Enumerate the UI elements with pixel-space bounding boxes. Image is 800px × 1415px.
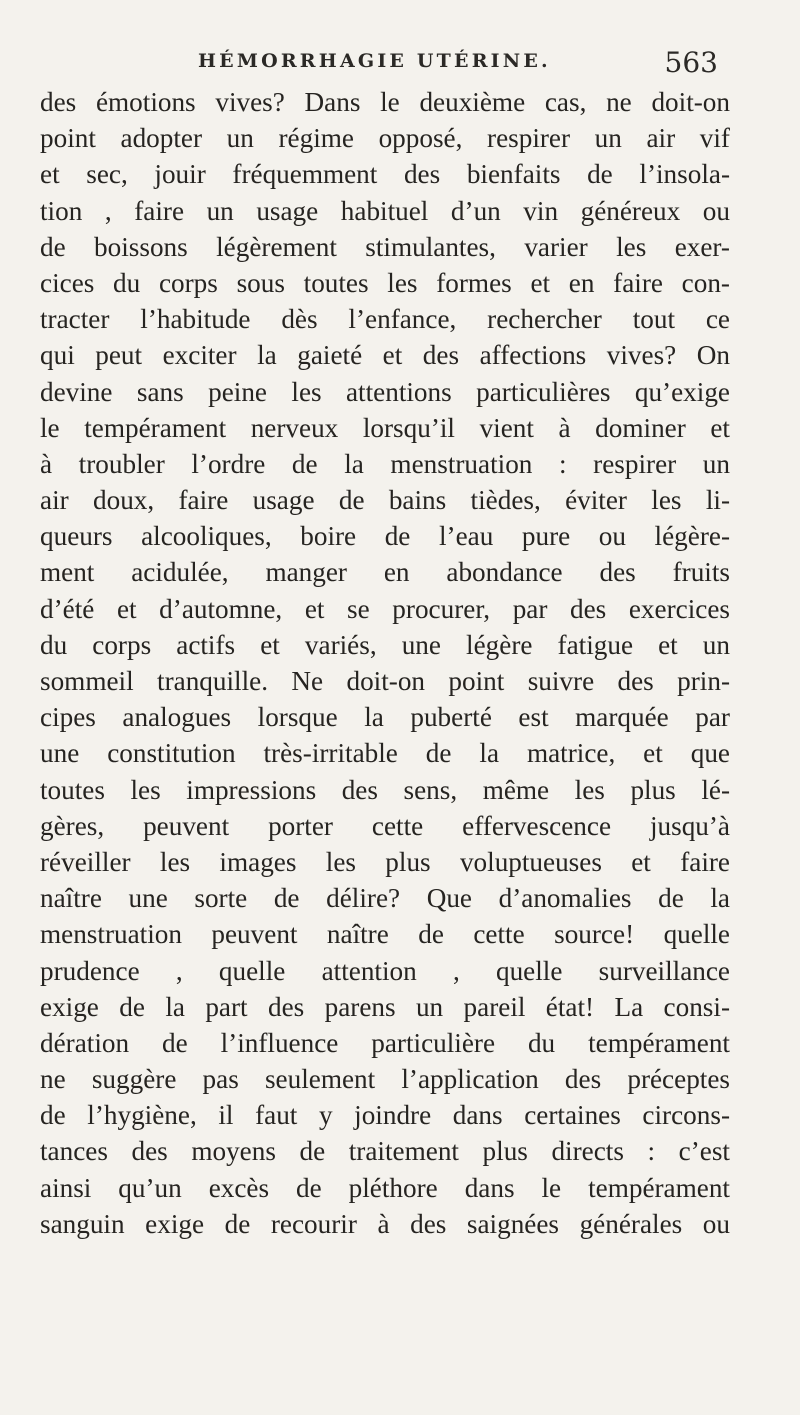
text-line: cices du corps sous toutes les formes et en faire con- bbox=[40, 267, 730, 298]
text-line: de boissons légèrement stimulantes, varier les exer- bbox=[40, 231, 730, 262]
text-line: dération de l’influence particulière du tempérament bbox=[40, 1027, 730, 1058]
text-line: du corps actifs et variés, une légère fatigue et un bbox=[40, 629, 730, 660]
text-line: gères, peuvent porter cette effervescence jusqu’à bbox=[40, 810, 730, 841]
text-line: prudence , quelle attention , quelle surveillance bbox=[40, 955, 730, 986]
page-header bbox=[198, 46, 718, 86]
text-line: ne suggère pas seulement l’application des préceptes bbox=[40, 1064, 730, 1095]
text-line: une constitution très-irritable de la matrice, et que bbox=[40, 738, 730, 769]
text-line: exige de la part des parens un pareil état! La consi- bbox=[40, 991, 730, 1022]
text-line: ainsi qu’un excès de pléthore dans le tempérament bbox=[40, 1172, 730, 1203]
text-line: tion , faire un usage habituel d’un vin généreux ou bbox=[40, 195, 730, 226]
text-line: qui peut exciter la gaieté et des affections vives? On bbox=[40, 340, 730, 371]
text-line: et sec, jouir fréquemment des bienfaits de l’insola- bbox=[40, 159, 730, 190]
text-line: tances des moyens de traitement plus directs : c’est bbox=[40, 1136, 730, 1167]
text-line: le tempérament nerveux lorsqu’il vient à dominer et bbox=[40, 412, 730, 443]
text-line: menstruation peuvent naître de cette source! quelle bbox=[40, 919, 730, 950]
text-line: sommeil tranquille. Ne doit-on point suivre des prin- bbox=[40, 666, 730, 696]
page-number: 563 bbox=[664, 46, 718, 79]
text-line: air doux, faire usage de bains tièdes, éviter les li- bbox=[40, 485, 730, 516]
text-line: queurs alcooliques, boire de l’eau pure ou légère- bbox=[40, 521, 730, 552]
body-text bbox=[40, 84, 730, 1242]
text-line: toutes les impressions des sens, même les plus lé- bbox=[40, 774, 730, 805]
text-line: ment acidulée, manger en abondance des fruits bbox=[40, 557, 730, 588]
text-line: sanguin exige de recourir à des saignées générales ou bbox=[40, 1208, 730, 1239]
text-line: de l’hygiène, il faut y joindre dans certaines circons- bbox=[40, 1100, 730, 1131]
text-line: réveiller les images les plus voluptueuses et faire bbox=[40, 846, 730, 877]
text-line: naître une sorte de délire? Que d’anomalies de la bbox=[40, 883, 730, 914]
text-line: cipes analogues lorsque la puberté est marquée par bbox=[40, 702, 730, 733]
text-line: à troubler l’ordre de la menstruation : respirer un bbox=[40, 448, 730, 479]
text-line: tracter l’habitude dès l’enfance, rechercher tout ce bbox=[40, 304, 730, 335]
text-line: des émotions vives? Dans le deuxième cas, ne doit-on bbox=[40, 87, 730, 117]
text-line: devine sans peine les attentions particulières qu’exige bbox=[40, 376, 730, 407]
text-line: d’été et d’automne, et se procurer, par des exercices bbox=[40, 593, 730, 624]
text-line: point adopter un régime opposé, respirer un air vif bbox=[40, 123, 730, 154]
running-title: HÉMORRHAGIE UTÉRINE. bbox=[198, 50, 551, 72]
